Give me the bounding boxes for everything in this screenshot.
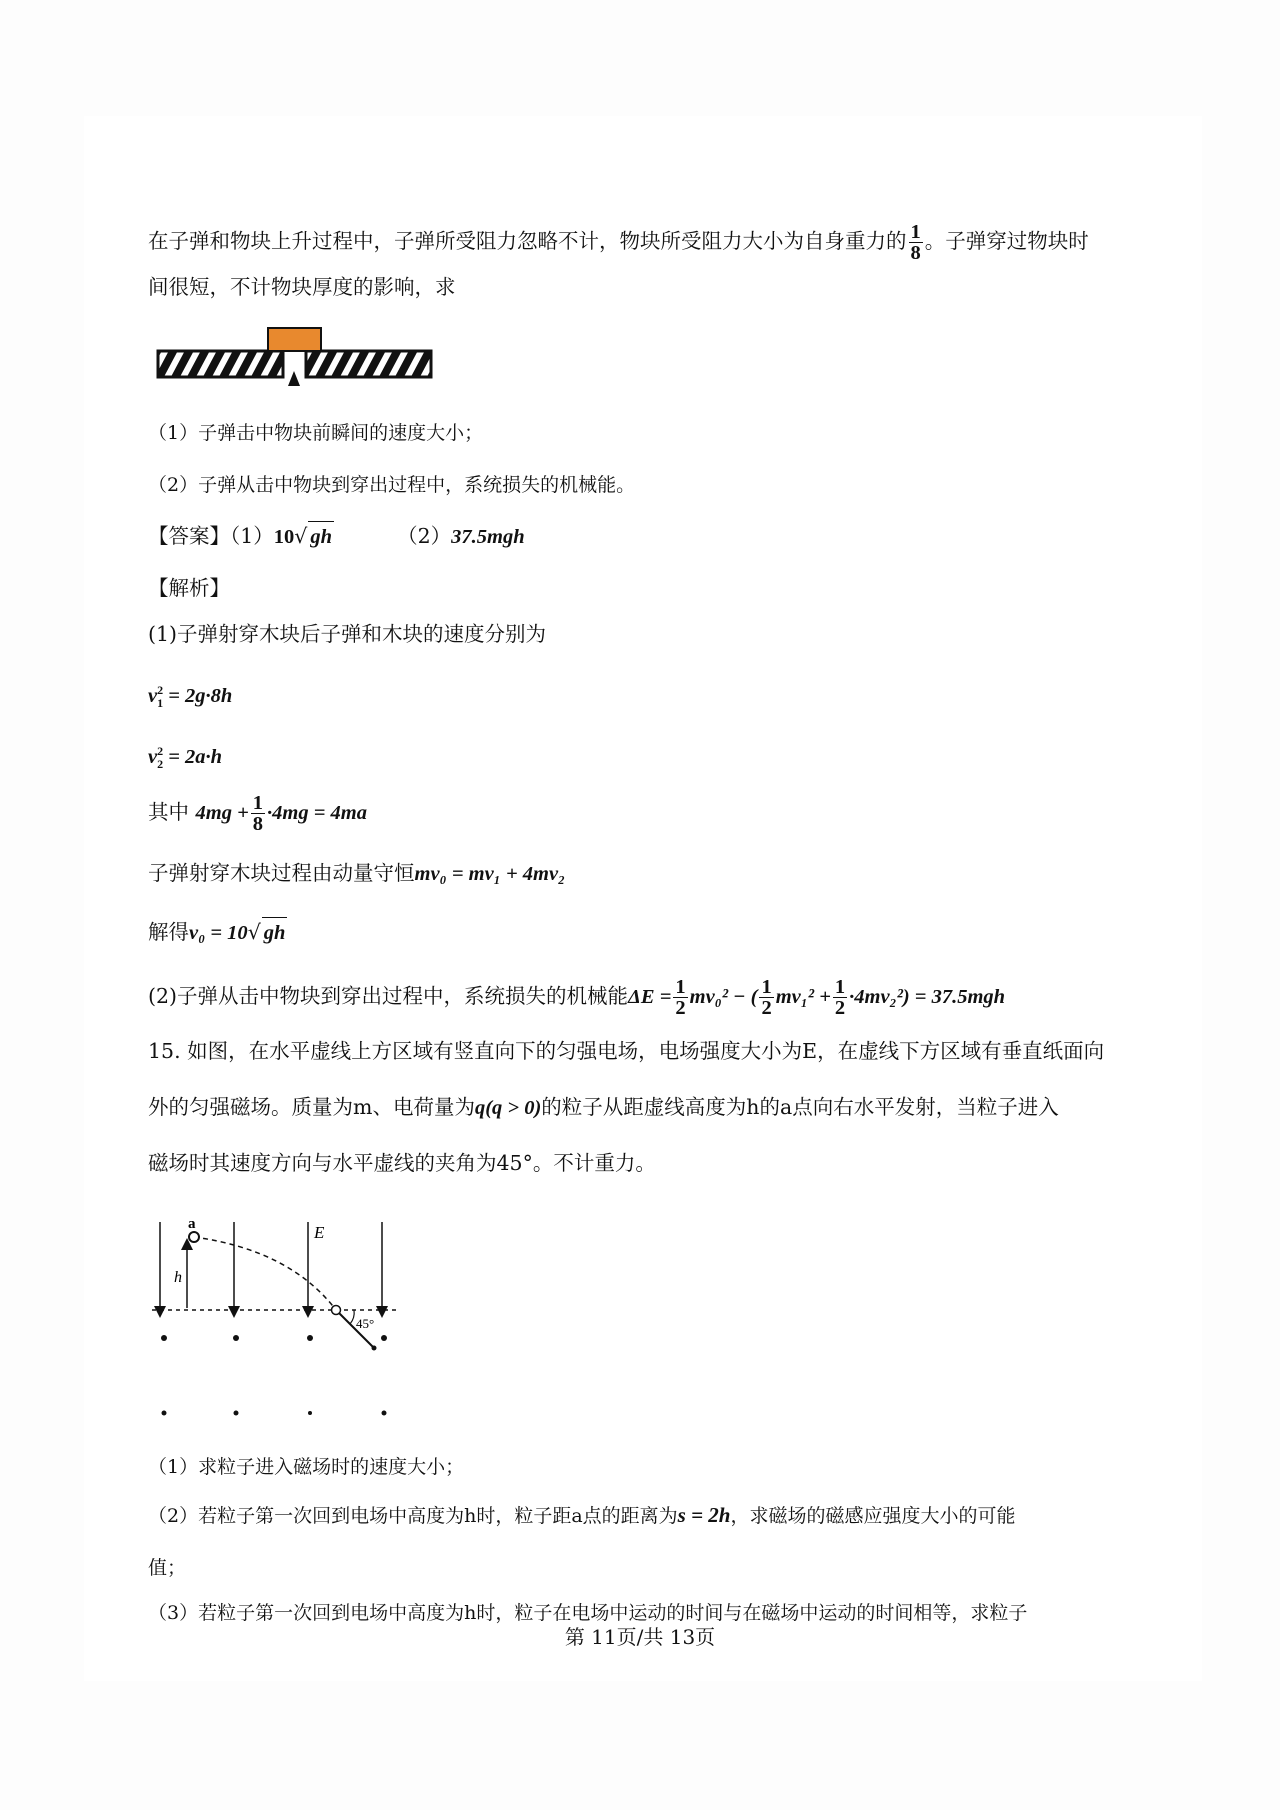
s2-eq-c: mv₁² + bbox=[775, 986, 831, 1008]
magnetic-field-dots bbox=[161, 1335, 387, 1416]
q15-charge: q(q > 0) bbox=[474, 1097, 542, 1119]
intro-line-2: 间很短，不计物块厚度的影响，求 bbox=[148, 275, 456, 299]
answer-tag: 【答案】 bbox=[148, 524, 230, 548]
particle-a-icon bbox=[189, 1232, 199, 1242]
figure-field-diagram bbox=[150, 1210, 410, 1430]
equation-v2 bbox=[148, 736, 222, 779]
page-footer: 第 11页/共 13页 bbox=[564, 1625, 716, 1649]
particle-trajectory bbox=[194, 1237, 336, 1310]
analysis-tag: 【解析】 bbox=[148, 576, 230, 600]
eq2-rhs: = 2a·h bbox=[163, 745, 223, 768]
eq1-sub: 1 bbox=[157, 695, 164, 710]
q15-p2-b: ，求磁场的磁感应强度大小的可能 bbox=[730, 1505, 1016, 1527]
s2-eq-d: ·4mv₂²) = 37.5mgh bbox=[849, 986, 1006, 1008]
frac-num: 1 bbox=[834, 976, 846, 998]
q15-p2-a: （2）若粒子第一次回到电场中高度为h时，粒子距a点的距离为 bbox=[148, 1505, 678, 1527]
intro-line-1 bbox=[148, 222, 1089, 263]
q15-part-1: （1）求粒子进入磁场时的速度大小； bbox=[148, 1456, 465, 1478]
analysis-step-2 bbox=[148, 977, 1005, 1018]
frac-den: 8 bbox=[252, 813, 264, 835]
angle-arc bbox=[350, 1310, 354, 1324]
equation-force bbox=[148, 793, 367, 834]
sqrt-icon: √ bbox=[247, 920, 261, 944]
label-angle: 45° bbox=[356, 1316, 375, 1331]
particle-entry-icon bbox=[332, 1306, 341, 1315]
equation-momentum bbox=[148, 858, 565, 889]
answer-1-radicand: gh bbox=[308, 521, 334, 552]
q15-line-1: 15. 如图，在水平虚线上方区域有竖直向下的匀强电场，电场强度大小为E，在虚线下方区域有垂直纸面向 bbox=[148, 1039, 1105, 1063]
eq1-rhs: = 2g·8h bbox=[163, 684, 233, 707]
frac-num: 1 bbox=[675, 976, 686, 998]
fraction-half-3 bbox=[833, 977, 847, 1018]
q15-l2-a: 外的匀强磁场。质量为m、电荷量为 bbox=[148, 1095, 475, 1119]
fraction-one-eighth bbox=[909, 222, 923, 263]
q15-line-3: 磁场时其速度方向与水平虚线的夹角为45°。不计重力。 bbox=[148, 1151, 656, 1175]
fraction-half-1 bbox=[673, 977, 687, 1018]
eq1-sup: 2 bbox=[157, 683, 164, 697]
eq1-lhs: v bbox=[148, 684, 158, 707]
board-left bbox=[158, 351, 283, 377]
eq3-prefix: 其中 bbox=[148, 800, 189, 824]
q15-line-2 bbox=[148, 1092, 1059, 1123]
eq4-prefix: 子弹射穿木块过程由动量守恒 bbox=[148, 861, 415, 885]
eq2-lhs: v bbox=[148, 745, 158, 768]
frac-den: 2 bbox=[761, 997, 772, 1019]
s2-eq-b: mv₀² − ( bbox=[689, 986, 758, 1008]
intro-text: 在子弹和物块上升过程中，子弹所受阻力忽略不计，物块所受阻力大小为自身重力的 bbox=[148, 229, 907, 253]
eq5-lhs: v₀ = 10 bbox=[189, 922, 248, 944]
eq4-formula: mv₀ = mv₁ + 4mv₂ bbox=[414, 863, 566, 885]
board-right bbox=[306, 351, 431, 377]
eq2-sup: 2 bbox=[157, 744, 164, 758]
s2-eq-a: ΔE = bbox=[628, 986, 672, 1008]
intro-text-end: 。子弹穿过物块时 bbox=[924, 229, 1089, 253]
label-a: a bbox=[188, 1216, 196, 1232]
frac-num: 1 bbox=[252, 792, 264, 814]
label-h: h bbox=[174, 1269, 182, 1286]
sqrt-icon: √ bbox=[294, 524, 308, 548]
q15-part-3: （3）若粒子第一次回到电场中高度为h时，粒子在电场中运动的时间与在磁场中运动的时间相等，求粒子 bbox=[148, 1602, 1028, 1624]
answer-line bbox=[148, 521, 525, 552]
figure-block-on-board bbox=[150, 326, 440, 394]
answer-1-coef: 10 bbox=[273, 526, 295, 548]
eq2-sub: 2 bbox=[157, 756, 164, 771]
q15-part-2-cont: 值； bbox=[148, 1557, 187, 1579]
label-E: E bbox=[314, 1223, 325, 1242]
q15-p2-s: s = 2h bbox=[677, 1503, 731, 1527]
q15-part-2 bbox=[148, 1500, 1016, 1531]
q14-part-2: （2）子弹从击中物块到穿出过程中，系统损失的机械能。 bbox=[148, 474, 636, 496]
equation-solution bbox=[148, 917, 287, 948]
frac-num: 1 bbox=[910, 221, 921, 243]
frac-den: 8 bbox=[910, 242, 921, 264]
bullet-icon bbox=[288, 371, 300, 386]
answer-1-label: （1） bbox=[230, 524, 274, 548]
equation-v1 bbox=[148, 675, 232, 718]
frac-den: 2 bbox=[675, 997, 686, 1019]
frac-den: 2 bbox=[834, 997, 846, 1019]
answer-2-value: 37.5mgh bbox=[451, 526, 525, 548]
eq3-part-a: 4mg + bbox=[195, 802, 249, 824]
eq5-radicand: gh bbox=[262, 917, 288, 948]
analysis-step-1: (1)子弹射穿木块后子弹和木块的速度分别为 bbox=[148, 622, 547, 646]
answer-2-label: （2） bbox=[397, 524, 452, 548]
eq5-prefix: 解得 bbox=[148, 920, 189, 944]
fraction-one-eighth-2 bbox=[251, 793, 265, 834]
eq3-part-b: ·4mg = 4ma bbox=[267, 802, 367, 824]
q15-l2-b: 的粒子从距虚线高度为h的a点向右水平发射，当粒子进入 bbox=[541, 1095, 1059, 1119]
s2-prefix: (2)子弹从击中物块到穿出过程中，系统损失的机械能 bbox=[148, 984, 629, 1008]
frac-num: 1 bbox=[761, 976, 772, 998]
block bbox=[268, 328, 321, 351]
fraction-half-2 bbox=[759, 977, 773, 1018]
q14-part-1: （1）子弹击中物块前瞬间的速度大小； bbox=[148, 422, 484, 444]
